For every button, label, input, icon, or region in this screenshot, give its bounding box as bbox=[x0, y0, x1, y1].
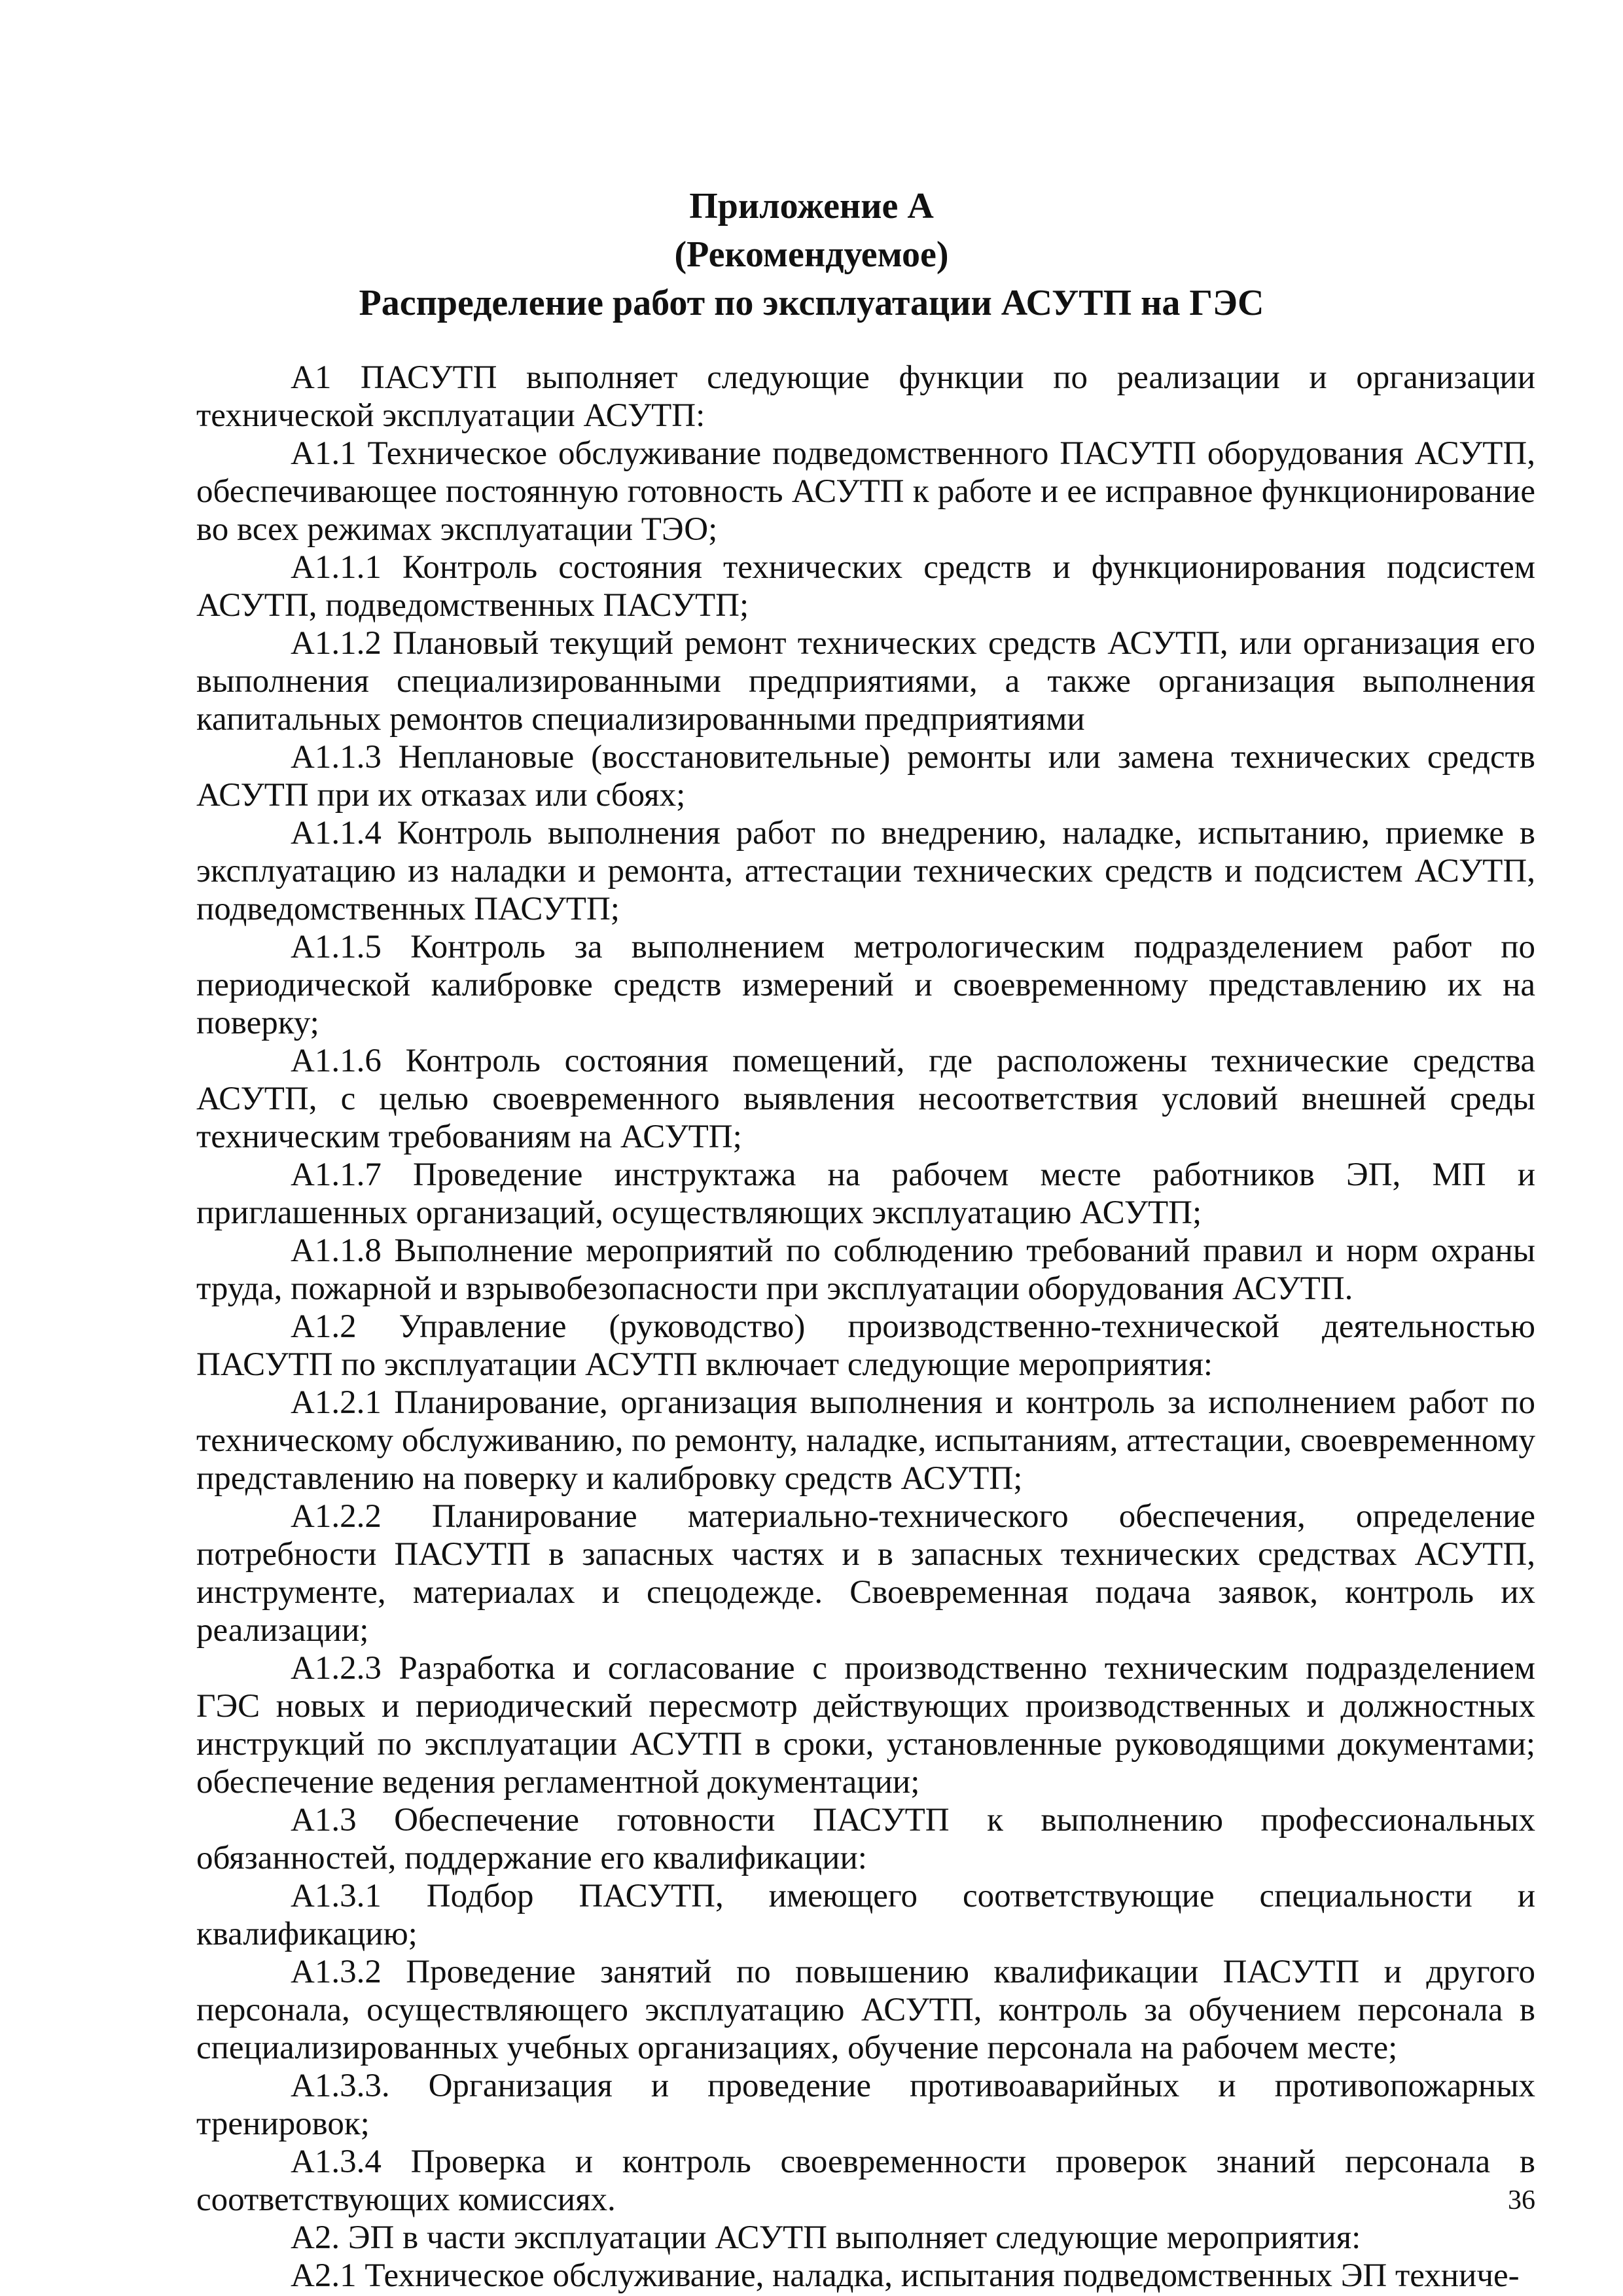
paragraph-a1-2: А1.2 Управление (руководство) производственно-технической деятельностью ПАСУТП по эксплуатации АСУТП включает следующие мероприятия: bbox=[196, 1308, 1535, 1383]
paragraph-a2-1: А2.1 Техническое обслуживание, наладка, испытания подведомственных ЭП техниче- bbox=[291, 2257, 1520, 2294]
paragraph-a1-3: А1.3 Обеспечение готовности ПАСУТП к выполнению профессиональных обязанностей, поддержание его квалификации: bbox=[196, 1802, 1535, 1876]
paragraph-a1-1-7: А1.1.7 Проведение инструктажа на рабочем месте работников ЭП, МП и приглашенных организаций, осуществляющих эксплуатацию АСУТП; bbox=[196, 1157, 1535, 1231]
paragraph-a1-1-4: А1.1.4 Контроль выполнения работ по внедрению, наладке, испытанию, приемке в эксплуатацию из наладки и ремонта, аттестации технических средств и подсистем АСУТП, подведомственных ПАСУТП; bbox=[196, 815, 1535, 927]
paragraph-a2: А2. ЭП в части эксплуатации АСУТП выполняет следующие мероприятия: bbox=[291, 2219, 1361, 2256]
paragraph-a1-1-3: А1.1.3 Неплановые (восстановительные) ремонты или замена технических средств АСУТП при их отказах или сбоях; bbox=[196, 739, 1535, 814]
appendix-status: (Рекомендуемое) bbox=[674, 234, 949, 275]
paragraph-a1-1-2: А1.1.2 Плановый текущий ремонт технических средств АСУТП, или организация его выполнения специализированными предприятиями, а также организация выполнения капитальных ремонтов специализированными предприятиями bbox=[196, 625, 1535, 738]
page-number: 36 bbox=[1508, 2185, 1535, 2215]
appendix-heading bbox=[0, 182, 1623, 327]
paragraph-a1-1-1: А1.1.1 Контроль состояния технических средств и функционирования подсистем АСУТП, подведомственных ПАСУТП; bbox=[196, 549, 1535, 624]
paragraph-a1-3-2: А1.3.2 Проведение занятий по повышению квалификации ПАСУТП и другого персонала, осуществляющего эксплуатацию АСУТП, контроль за обучением персонала в специализированных учебных организациях, обучение персонала на рабочем месте; bbox=[196, 1954, 1535, 2066]
appendix-subject: Распределение работ по эксплуатации АСУТП на ГЭС bbox=[359, 283, 1264, 323]
paragraph-a1-3-3: А1.3.3. Организация и проведение противоаварийных и противопожарных тренировок; bbox=[196, 2068, 1535, 2142]
paragraph-a1-1-6: А1.1.6 Контроль состояния помещений, где расположены технические средства АСУТП, с целью своевременного выявления несоответствия условий внешней среды техническим требованиям на АСУТП; bbox=[196, 1043, 1535, 1155]
paragraph-a1-2-2: А1.2.2 Планирование материально-технического обеспечения, определение потребности ПАСУТП в запасных частях и в запасных технических средствах АСУТП, инструменте, материалах и спецодежде. Своевременная подача заявок, контроль их реализации; bbox=[196, 1498, 1535, 1649]
paragraph-a1-2-1: А1.2.1 Планирование, организация выполнения и контроль за исполнением работ по техническому обслуживанию, по ремонту, наладке, испытаниям, аттестации, своевременному представлению на поверку и калибровку средств АСУТП; bbox=[196, 1384, 1535, 1497]
appendix-body bbox=[196, 359, 1535, 2295]
paragraph-a1-1-8: А1.1.8 Выполнение мероприятий по соблюдению требований правил и норм охраны труда, пожарной и взрывобезопасности при эксплуатации оборудования АСУТП. bbox=[196, 1232, 1535, 1307]
appendix-title: Приложение А bbox=[689, 186, 934, 226]
paragraph-a1: А1 ПАСУТП выполняет следующие функции по реализации и организации технической эксплуатации АСУТП: bbox=[196, 359, 1535, 434]
paragraph-a1-1-5: А1.1.5 Контроль за выполнением метрологическим подразделением работ по периодической калибровке средств измерений и своевременному представлению их на поверку; bbox=[196, 929, 1535, 1041]
paragraph-a1-3-4: А1.3.4 Проверка и контроль своевременности проверок знаний персонала в соответствующих комиссиях. bbox=[196, 2144, 1535, 2218]
paragraph-a1-1: А1.1 Техническое обслуживание подведомственного ПАСУТП оборудования АСУТП, обеспечивающее постоянную готовность АСУТП к работе и ее исправное функционирование во всех режимах эксплуатации ТЭО; bbox=[196, 435, 1535, 548]
paragraph-a1-3-1: А1.3.1 Подбор ПАСУТП, имеющего соответствующие специальности и квалификацию; bbox=[196, 1878, 1535, 1952]
paragraph-a1-2-3: А1.2.3 Разработка и согласование с производственно техническим подразделением ГЭС новых и периодический пересмотр действующих производственных и должностных инструкций по эксплуатации АСУТП в сроки, установленные руководящими документами; обеспечение ведения регламентной документации; bbox=[196, 1650, 1535, 1801]
